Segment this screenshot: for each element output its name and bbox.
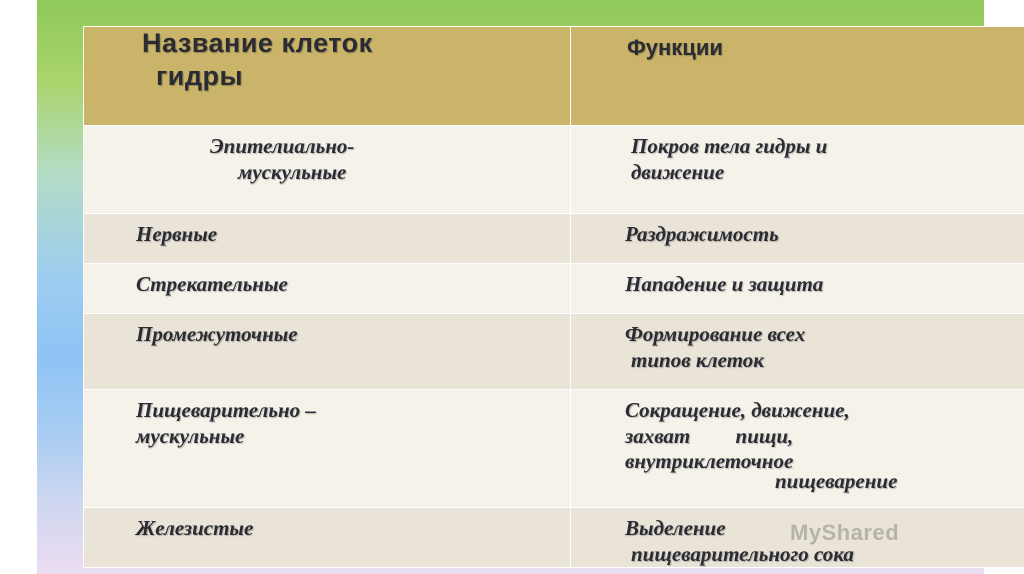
cell-name-line: Эпителиально- <box>210 134 355 158</box>
watermark-text: MyShared <box>790 520 900 545</box>
table-row <box>84 126 1024 214</box>
cell-function-line: пищеварительного сока <box>631 541 854 566</box>
hydra-cells-table-wrapper <box>83 26 940 566</box>
cell-name <box>84 390 571 508</box>
cell-name-line: Промежуточные <box>136 322 298 346</box>
table-row <box>84 264 1024 314</box>
header-cell-names <box>84 27 571 126</box>
cell-function-line: Покров тела гидры и <box>631 134 828 158</box>
hydra-cells-table <box>83 26 1024 568</box>
cell-function <box>571 390 1024 508</box>
cell-function-line: Сокращение, движение, <box>625 398 850 422</box>
cell-function-line: пищеварение <box>775 468 898 493</box>
cell-name-line: Пищеварительно – <box>136 398 316 422</box>
table-header-row <box>84 27 1024 126</box>
cell-name-line: Железистые <box>136 516 254 540</box>
cell-function-line: Выделение <box>625 516 726 540</box>
header-cell-functions <box>571 27 1024 126</box>
cell-name-line: мускульные <box>136 423 245 448</box>
table-row <box>84 314 1024 390</box>
table-row <box>84 214 1024 264</box>
header-functions-label: Функции <box>627 35 723 60</box>
cell-function-line: движение <box>631 159 725 184</box>
cell-name <box>84 264 571 314</box>
cell-function <box>571 126 1024 214</box>
table-row <box>84 390 1024 508</box>
cell-function <box>571 264 1024 314</box>
cell-function-line: захват пищи, <box>625 423 794 448</box>
cell-function <box>571 214 1024 264</box>
cell-name <box>84 214 571 264</box>
cell-function-line: внутриклеточное <box>625 449 794 474</box>
cell-function-line: типов клеток <box>631 347 764 372</box>
cell-function-line: Раздражимость <box>625 222 779 246</box>
cell-name-line: мускульные <box>238 159 347 184</box>
cell-name-line: Нервные <box>136 222 218 246</box>
header-names-line-2: гидры <box>156 60 244 91</box>
cell-function-line: Нападение и защита <box>625 272 824 296</box>
header-names-line-1: Название клеток <box>142 28 373 58</box>
cell-name <box>84 314 571 390</box>
cell-function <box>571 314 1024 390</box>
cell-name <box>84 508 571 568</box>
watermark <box>790 520 899 546</box>
cell-name <box>84 126 571 214</box>
cell-function-line: Формирование всех <box>625 322 806 346</box>
cell-name-line: Стрекательные <box>136 272 288 296</box>
